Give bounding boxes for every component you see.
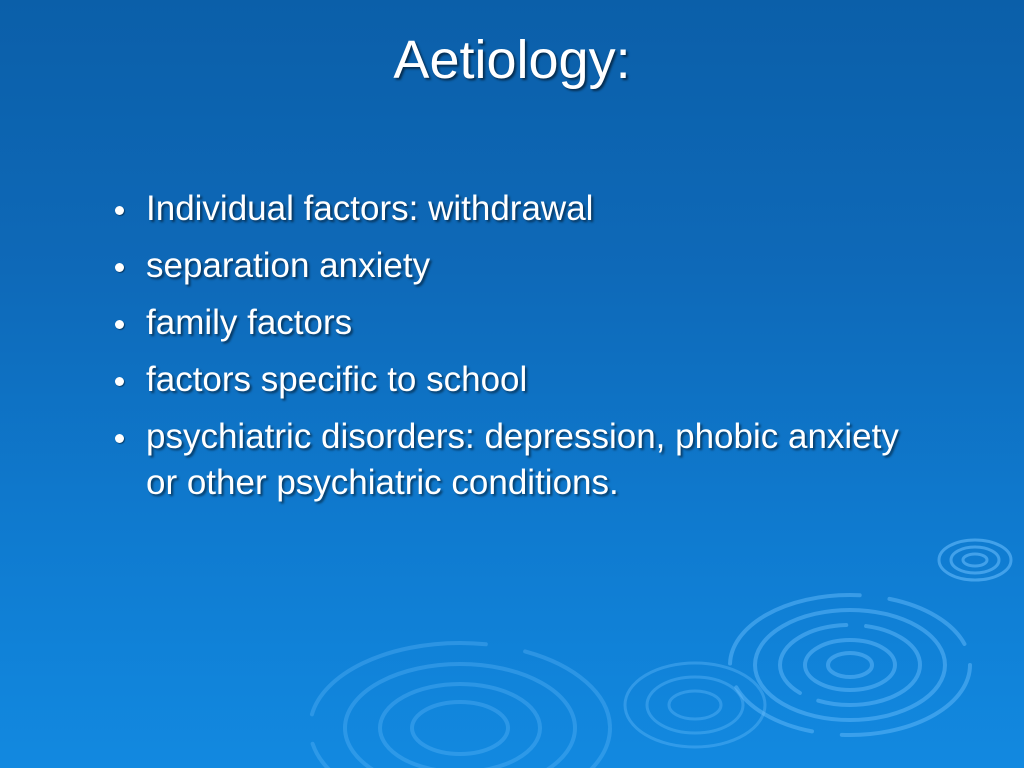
bullet-item bbox=[112, 414, 902, 506]
bullet-dot-icon bbox=[115, 434, 124, 443]
bullet-text: separation anxiety bbox=[146, 246, 431, 285]
bullet-item bbox=[112, 186, 902, 232]
bullet-text: family factors bbox=[146, 303, 353, 342]
bullet-dot-icon bbox=[115, 377, 124, 386]
ripple-small-top-right bbox=[939, 540, 1011, 580]
ripple-middle bbox=[625, 663, 765, 747]
ripple-bottom-left bbox=[310, 643, 610, 768]
bullet-dot-icon bbox=[115, 320, 124, 329]
bullet-item bbox=[112, 300, 902, 346]
slide-title: Aetiology: bbox=[393, 30, 631, 90]
bullet-text: psychiatric disorders: depression, phobic anxiety or other psychiatric conditions. bbox=[146, 417, 899, 502]
bullet-text: Individual factors: withdrawal bbox=[146, 189, 594, 228]
bullet-item bbox=[112, 357, 902, 403]
bullet-list bbox=[112, 186, 902, 517]
ripple-large-right bbox=[730, 595, 970, 735]
bullet-dot-icon bbox=[115, 263, 124, 272]
bullet-text: factors specific to school bbox=[146, 360, 528, 399]
bullet-item bbox=[112, 243, 902, 289]
bullet-dot-icon bbox=[115, 206, 124, 215]
